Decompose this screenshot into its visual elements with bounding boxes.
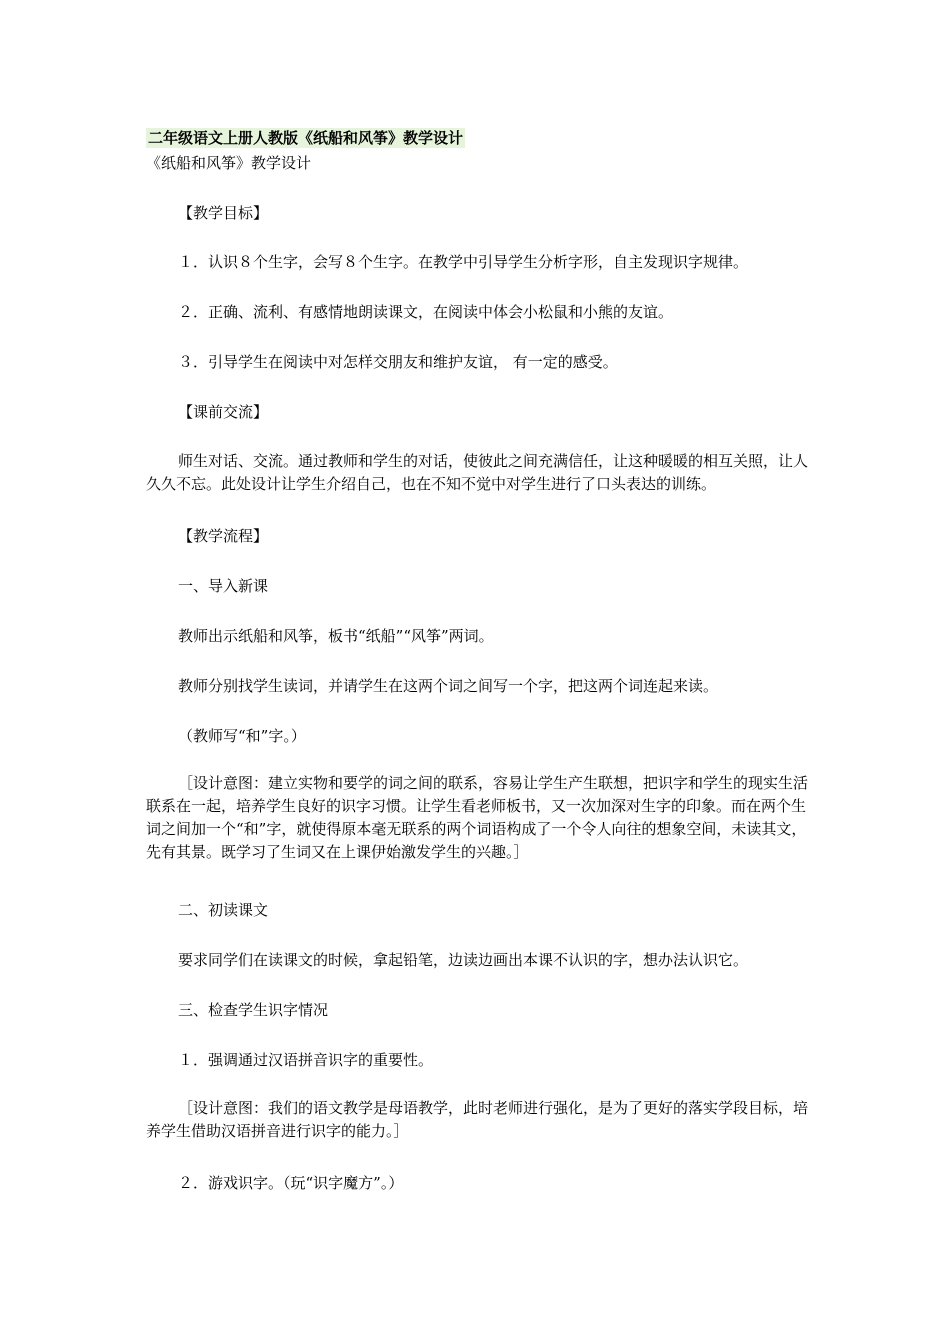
check-item-2: ２．游戏识字。（玩“识字魔方”。） (178, 1174, 404, 1192)
heading-teaching-goals: 【教学目标】 (178, 204, 269, 222)
section-check-literacy: 三、检查学生识字情况 (178, 1001, 329, 1019)
pre-class-paragraph: 师生对话、交流。通过教师和学生的对话，使彼此之间充满信任，让这种暖暖的相互关照，让人久久不忘。此处设计让学生介绍自己，也在不知不觉中对学生进行了口头表达的训练。 (146, 452, 809, 493)
first-reading-paragraph: 要求同学们在读课文的时候，拿起铅笔，边读边画出本课不认识的字，想办法认识它。 (178, 951, 749, 969)
document-subtitle: 《纸船和风筝》教学设计 (146, 154, 312, 172)
goal-item-3: ３．引导学生在阅读中对怎样交朋友和维护友谊， 有一定的感受。 (178, 353, 618, 371)
intro-paragraph-3: （教师写“和”字。） (178, 727, 306, 745)
design-intent-2: ［设计意图：我们的语文教学是母语教学，此时老师进行强化，是为了更好的落实学段目标，培养学生借助汉语拼音进行识字的能力。］ (146, 1099, 809, 1140)
section-intro: 一、导入新课 (178, 577, 269, 595)
intro-paragraph-2: 教师分别找学生读词，并请学生在这两个词之间写一个字，把这两个词连起来读。 (178, 677, 719, 695)
check-item-1: １．强调通过汉语拼音识字的重要性。 (178, 1051, 434, 1069)
goal-item-2: ２．正确、流利、有感情地朗读课文，在阅读中体会小松鼠和小熊的友谊。 (178, 303, 674, 321)
heading-teaching-process: 【教学流程】 (178, 527, 269, 545)
heading-pre-class: 【课前交流】 (178, 403, 269, 421)
document-title: 二年级语文上册人教版《纸船和风筝》教学设计 (148, 129, 464, 147)
goal-item-1: １．认识８个生字，会写８个生字。在教学中引导学生分析字形，自主发现识字规律。 (178, 253, 749, 271)
design-intent-1: ［设计意图：建立实物和要学的词之间的联系，容易让学生产生联想，把识字和学生的现实生活联系在一起，培养学生良好的识字习惯。让学生看老师板书，又一次加深对生字的印象。而在两个生词之间加一个“和”字，就使得原本毫无联系的两个词语构成了一个令人向往的想象空间，未读其文，先有其景。既学习了生词又在上课伊始激发学生的兴趣。］ (146, 774, 809, 861)
intro-paragraph-1: 教师出示纸船和风筝，板书“纸船”“风筝”两词。 (178, 627, 494, 645)
section-first-reading: 二、初读课文 (178, 901, 269, 919)
